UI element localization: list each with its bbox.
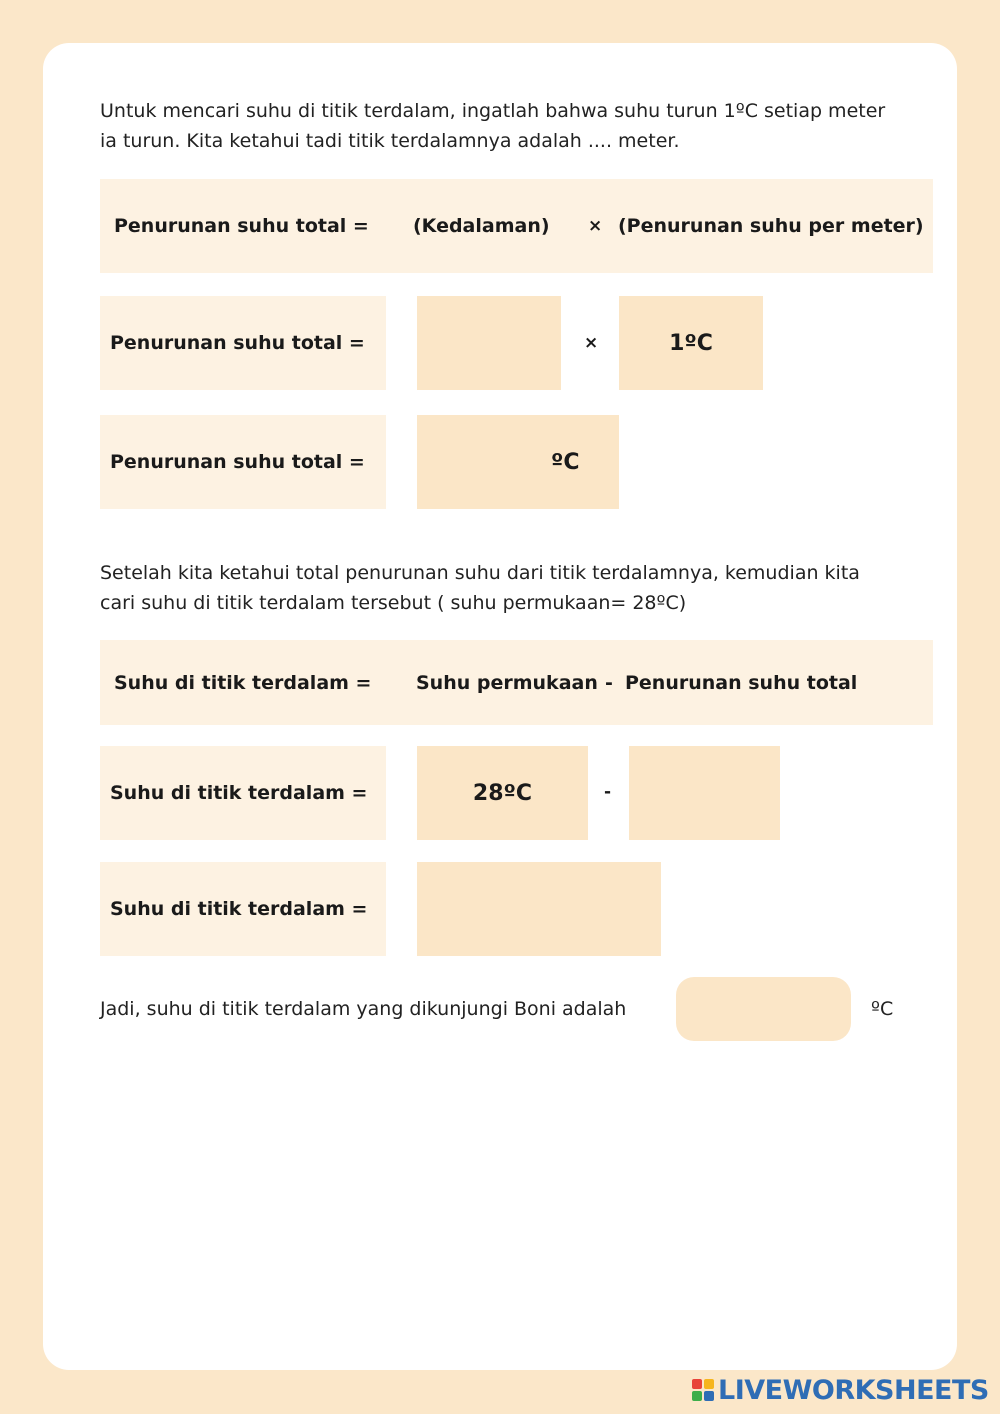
middle-paragraph: [100, 558, 948, 618]
formula2-term2: Penurunan suhu total: [625, 671, 858, 694]
formula2-term1: Suhu permukaan: [416, 671, 598, 694]
conclusion-answer-input[interactable]: [676, 977, 851, 1041]
formula2-row: [100, 640, 933, 725]
step3-surface-temp: 28ºC: [472, 780, 533, 806]
step1-factor-box: [619, 296, 763, 390]
step1-label: Penurunan suhu total =: [110, 332, 365, 354]
formula2-operator: -: [605, 671, 613, 694]
intro-line-2: ia turun. Kita ketahui tadi titik terdalamnya adalah .... meter.: [100, 130, 680, 152]
logo-square-green: [692, 1391, 702, 1401]
step1-label-box: [100, 296, 386, 390]
step3-answer-input[interactable]: [629, 746, 780, 840]
step1-factor: 1ºC: [669, 330, 713, 356]
liveworksheets-logo-text: LIVEWORKSHEETS: [718, 1374, 989, 1406]
step4-label-box: [100, 862, 386, 956]
formula2-label: Suhu di titik terdalam =: [114, 671, 372, 694]
logo-square-red: [692, 1379, 702, 1389]
step1-operator: ×: [584, 333, 599, 353]
step2-label: Penurunan suhu total =: [110, 451, 365, 473]
logo-square-blue: [704, 1391, 714, 1401]
intro-paragraph: [100, 96, 940, 156]
step3-surface-box: [417, 746, 588, 840]
formula1-row: [100, 179, 933, 273]
liveworksheets-logo: [692, 1374, 989, 1406]
step3-operator: -: [604, 782, 612, 802]
formula1-label: Penurunan suhu total =: [114, 215, 369, 237]
step3-label-box: [100, 746, 386, 840]
step2-unit: ºC: [551, 449, 580, 475]
liveworksheets-logo-icon: [692, 1379, 714, 1401]
formula1-term1: (Kedalaman): [413, 215, 550, 237]
step3-label: Suhu di titik terdalam =: [110, 782, 368, 804]
formula1-operator: ×: [588, 216, 603, 236]
step1-answer-input[interactable]: [417, 296, 561, 390]
middle-line-2: cari suhu di titik terdalam tersebut ( suhu permukaan= 28ºC): [100, 592, 687, 614]
step2-answer-box: [417, 415, 619, 509]
logo-square-yellow: [704, 1379, 714, 1389]
intro-line-1: Untuk mencari suhu di titik terdalam, ingatlah bahwa suhu turun 1ºC setiap meter: [100, 100, 886, 122]
step4-answer-input[interactable]: [417, 862, 661, 956]
conclusion-unit: ºC: [871, 998, 894, 1020]
conclusion-text: Jadi, suhu di titik terdalam yang dikunjungi Boni adalah: [100, 998, 627, 1020]
formula1-term2: (Penurunan suhu per meter): [618, 215, 924, 237]
middle-line-1: Setelah kita ketahui total penurunan suhu dari titik terdalamnya, kemudian kita: [100, 562, 860, 584]
step2-label-box: [100, 415, 386, 509]
step4-label: Suhu di titik terdalam =: [110, 898, 368, 920]
